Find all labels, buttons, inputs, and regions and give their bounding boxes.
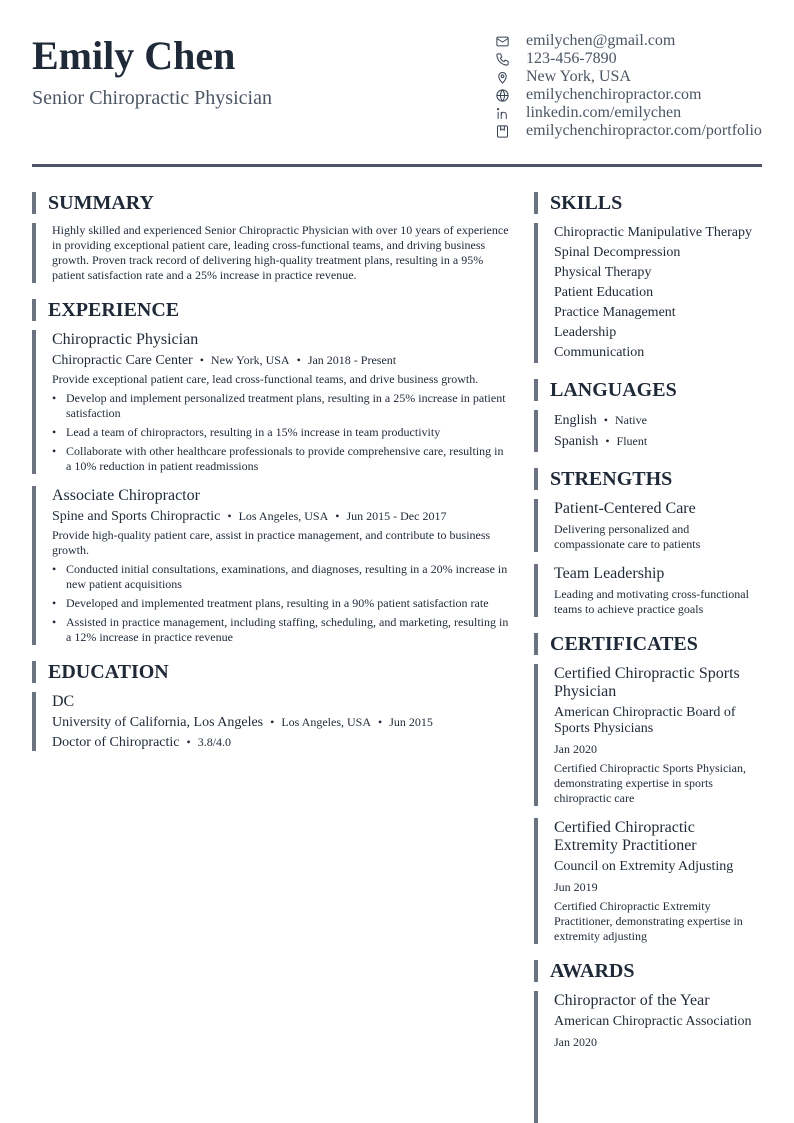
list-item: • Conducted initial consultations, examinations, and diagnoses, resulting in a 20% increase in new patient acquisitions	[52, 562, 510, 592]
linkedin-link[interactable]: linkedin.com/emilychen	[526, 104, 682, 121]
linkedin-icon	[494, 105, 510, 121]
separator-dot: •	[227, 509, 232, 523]
certificates-heading-text: CERTIFICATES	[550, 633, 698, 655]
skill-item: Patient Education	[554, 285, 654, 300]
award-title: Chiropractor of the Year	[554, 992, 710, 1009]
bookmark-icon	[494, 123, 510, 139]
graduation-date: Jun 2015	[389, 715, 433, 729]
award-date: Jan 2020	[554, 1035, 597, 1049]
certificate-item	[534, 664, 762, 806]
language-name: Spanish	[554, 434, 599, 449]
globe-icon	[494, 87, 510, 103]
education-heading-text: EDUCATION	[48, 661, 169, 683]
job-description: Provide high-quality patient care, assist in practice management, and contribute to business growth.	[52, 528, 491, 557]
strengths-heading-text: STRENGTHS	[550, 468, 673, 490]
skills-list	[534, 223, 762, 363]
separator-dot: •	[296, 353, 301, 367]
separator-dot: •	[603, 413, 608, 427]
education-meta	[52, 714, 510, 731]
phone-text[interactable]: 123-456-7890	[526, 50, 617, 67]
summary-text: Highly skilled and experienced Senior Chiropractic Physician with over 10 years of experience in providing exceptional patient care, leading cross-functional teams, and driving business growth. Proven track record of delivering high-quality treatment plans, resulting in a 95% patient satisfaction rate and a 25% increase in practice revenue.	[52, 223, 509, 282]
languages-list	[534, 410, 762, 452]
award-issuer: American Chiropractic Association	[554, 1014, 752, 1029]
contact-phone[interactable]	[494, 50, 764, 68]
job-dates: Jan 2018 - Present	[307, 353, 397, 367]
degree-short: DC	[52, 693, 75, 710]
list-item: • Assisted in practice management, including staffing, scheduling, and marketing, resulting in a 12% increase in practice revenue	[52, 615, 510, 645]
strength-description: Leading and motivating cross-functional teams to achieve practice goals	[554, 587, 749, 616]
contact-website[interactable]	[494, 86, 764, 104]
gpa: 3.8/4.0	[197, 735, 232, 749]
languages-heading	[534, 379, 762, 401]
degree-meta	[52, 734, 510, 751]
awards-heading	[534, 960, 762, 982]
experience-item	[32, 486, 510, 645]
experience-heading-text: EXPERIENCE	[48, 299, 180, 321]
separator-dot: •	[270, 715, 275, 729]
email-text[interactable]: emilychen@gmail.com	[526, 32, 676, 49]
job-company: Spine and Sports Chiropractic	[52, 509, 221, 524]
certificate-description: Certified Chiropractic Sports Physician, demonstrating expertise in sports chiropractic care	[554, 761, 746, 805]
left-column	[32, 192, 510, 751]
candidate-name: Emily Chen	[32, 33, 236, 78]
summary-heading	[32, 192, 510, 214]
resume-header	[32, 30, 762, 150]
job-location: New York, USA	[210, 353, 290, 367]
certificate-issuer: American Chiropractic Board of Sports Physicians	[554, 705, 736, 736]
contact-linkedin[interactable]	[494, 104, 764, 122]
experience-item	[32, 330, 510, 474]
strength-title: Patient-Centered Care	[554, 500, 696, 517]
job-title: Associate Chiropractor	[52, 487, 200, 504]
map-pin-icon	[494, 69, 510, 85]
job-bullets	[52, 562, 510, 645]
summary-section	[32, 223, 510, 283]
language-item	[554, 410, 762, 431]
strength-item	[534, 564, 762, 617]
contact-list	[494, 32, 764, 140]
degree-name: Doctor of Chiropractic	[52, 735, 180, 750]
right-column	[534, 192, 762, 1123]
envelope-icon	[494, 33, 510, 49]
strength-description: Delivering personalized and compassionate care to patients	[554, 522, 701, 551]
education-item	[32, 692, 510, 751]
skill-item: Chiropractic Manipulative Therapy	[554, 225, 753, 240]
job-bullets	[52, 391, 510, 474]
separator-dot: •	[335, 509, 340, 523]
awards-heading-text: AWARDS	[550, 960, 635, 982]
education-heading	[32, 661, 510, 683]
strengths-heading	[534, 468, 762, 490]
language-item	[554, 431, 762, 452]
school-location: Los Angeles, USA	[281, 715, 372, 729]
strength-title: Team Leadership	[554, 565, 665, 582]
job-location: Los Angeles, USA	[238, 509, 329, 523]
certificate-title: Certified Chiropractic Sports Physician	[554, 665, 740, 700]
certificate-title: Certified Chiropractic Extremity Practitioner	[554, 819, 697, 854]
experience-heading	[32, 299, 510, 321]
job-description: Provide exceptional patient care, lead cross-functional teams, and drive business growth.	[52, 372, 479, 386]
skill-item: Leadership	[554, 325, 617, 340]
list-item: • Developed and implemented treatment plans, resulting in a 90% patient satisfaction rate	[52, 596, 510, 611]
job-dates: Jun 2015 - Dec 2017	[346, 509, 447, 523]
contact-portfolio[interactable]	[494, 122, 764, 140]
language-level: Fluent	[616, 434, 648, 448]
phone-icon	[494, 51, 510, 67]
location-text: New York, USA	[526, 68, 631, 85]
certificate-description: Certified Chiropractic Extremity Practitioner, demonstrating expertise in extremity adjusting	[554, 899, 743, 943]
job-company: Chiropractic Care Center	[52, 353, 193, 368]
separator-dot: •	[605, 434, 610, 448]
certificate-date: Jun 2019	[554, 880, 598, 894]
skill-item: Practice Management	[554, 305, 676, 320]
contact-location	[494, 68, 764, 86]
award-item	[534, 991, 762, 1123]
candidate-title: Senior Chiropractic Physician	[32, 87, 272, 109]
job-title: Chiropractic Physician	[52, 331, 199, 348]
certificates-heading	[534, 633, 762, 655]
school-name: University of California, Los Angeles	[52, 715, 264, 730]
skill-item: Communication	[554, 345, 645, 360]
strength-item	[534, 499, 762, 552]
language-level: Native	[614, 413, 647, 427]
list-item: • Lead a team of chiropractors, resulting in a 15% increase in team productivity	[52, 425, 510, 440]
separator-dot: •	[186, 735, 191, 749]
skill-item: Spinal Decompression	[554, 245, 681, 260]
skills-heading-text: SKILLS	[550, 192, 623, 214]
list-item: • Develop and implement personalized treatment plans, resulting in a 25% increase in patient satisfaction	[52, 391, 510, 421]
certificate-date: Jan 2020	[554, 742, 597, 756]
job-meta	[52, 352, 510, 369]
certificate-issuer: Council on Extremity Adjusting	[554, 859, 734, 874]
portfolio-link[interactable]: emilychenchiropractor.com/portfolio	[526, 122, 762, 139]
header-divider	[32, 164, 762, 167]
certificate-item	[534, 818, 762, 944]
language-name: English	[554, 413, 597, 428]
summary-heading-text: SUMMARY	[48, 192, 154, 214]
languages-heading-text: LANGUAGES	[550, 379, 677, 401]
separator-dot: •	[378, 715, 383, 729]
contact-email[interactable]	[494, 32, 764, 50]
separator-dot: •	[199, 353, 204, 367]
job-meta	[52, 508, 510, 525]
skill-item: Physical Therapy	[554, 265, 652, 280]
list-item: • Collaborate with other healthcare professionals to provide comprehensive care, resulting in a 10% reduction in patient readmissions	[52, 444, 510, 474]
website-link[interactable]: emilychenchiropractor.com	[526, 86, 702, 103]
skills-heading	[534, 192, 762, 214]
